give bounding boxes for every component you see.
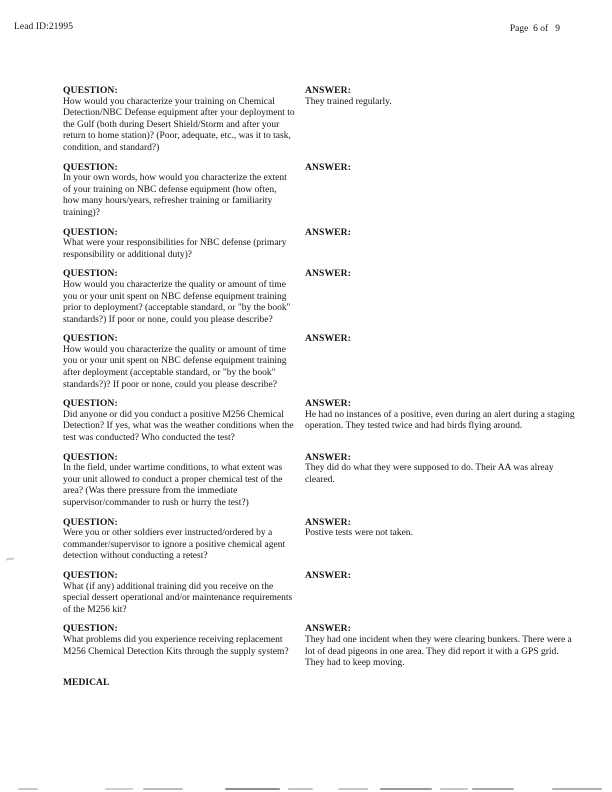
question-text: In your own words, how would you characterize the extent of your training on NBC defense equipment (how often, how many hours/years, refresher training or familiarity training)? [63,173,287,218]
answer-label: ANSWER: [305,161,352,173]
question-label: QUESTION: [63,451,118,463]
qa-row [63,162,575,220]
qa-row [63,268,575,326]
answer-label: ANSWER: [305,333,352,345]
section-header-medical: MEDICAL [63,676,110,688]
question-label: QUESTION: [63,161,118,173]
question-text: Were you or other soldiers ever instructed/ordered by a commander/supervisor to ignore a positive chemical agent detection without conducting a retest? [63,528,286,562]
question-text: How would you characterize your training on Chemical Detection/NBC Defense equipment after your deployment to the Gulf (both during Desert Shield/Storm and after your return to home station)? (Poor, adequate, etc., was it to task, condition, and standard?) [63,96,295,153]
answer-label: ANSWER: [305,623,352,635]
answer-text: They did do what they were supposed to do. Their AA was alreay cleared. [305,463,554,485]
answer-label: ANSWER: [305,268,352,280]
qa-row [63,570,575,616]
qa-row [63,85,575,155]
question-text: What (if any) additional training did you receive on the special dessert operational and/or maintenance requirements of the M256 kit? [63,581,293,615]
answer-label: ANSWER: [305,398,352,410]
answer-text: He had no instances of a positive, even during an alert during a staging operation. They tested twice and had birds flying around. [305,409,575,432]
answer-text: They trained regularly. [305,96,392,107]
question-label: QUESTION: [63,516,118,528]
question-text: How would you characterize the quality or amount of time you or your unit spent on NBC defense equipment training after deployment (acceptable standard, or "by the book" standards?)? If poor or none, could you please describe? [63,344,287,390]
answer-label: ANSWER: [305,226,352,238]
qa-content [63,85,575,688]
answer-text: They had one incident when they were clearing bunkers. There were a lot of dead pigeons in one area. They did report it with a GPS grid. They had to keep moving. [305,634,572,669]
answer-label: ANSWER: [305,516,352,528]
question-text: How would you characterize the quality or amount of time you or your unit spent on NBC defense equipment training prior to deployment? (acceptable standard, or "by the book" standards?) If poor or none, could you please describe? [63,279,291,325]
lead-id: Lead ID:21995 [14,22,74,32]
qa-row [63,398,575,444]
question-text: What were your responsibilities for NBC defense (primary responsibility or additional duty)? [63,238,287,260]
question-text: Did anyone or did you conduct a positive M256 Chemical Detection? If yes, what was the weather conditions when the test was conducted? Who conducted the test? [63,409,294,444]
question-text: What problems did you experience receiving replacement M256 Chemical Detection Kits through the supply system? [63,634,289,657]
question-label: QUESTION: [63,623,118,635]
qa-row [63,452,575,510]
qa-row [63,227,575,262]
question-label: QUESTION: [63,333,118,345]
answer-text: Postive tests were not taken. [305,528,413,539]
page-number: Page 6 of 9 [509,24,560,34]
scan-noise-bar [0,788,612,791]
answer-label: ANSWER: [305,451,352,463]
qa-row [63,517,575,563]
question-label: QUESTION: [63,226,118,238]
qa-row [63,623,575,669]
question-label: QUESTION: [63,398,118,410]
scan-margin-artifact [6,557,14,560]
question-text: In the field, under wartime conditions, to what extent was your unit allowed to conduct a proper chemical test of the area? (Was there pressure from the immediate supervisor/commander to rush or hurry the test?) [63,463,283,508]
qa-row [63,333,575,391]
question-label: QUESTION: [63,268,118,280]
question-label: QUESTION: [63,85,118,96]
question-label: QUESTION: [63,569,118,581]
answer-label: ANSWER: [305,569,352,581]
answer-label: ANSWER: [305,85,352,96]
